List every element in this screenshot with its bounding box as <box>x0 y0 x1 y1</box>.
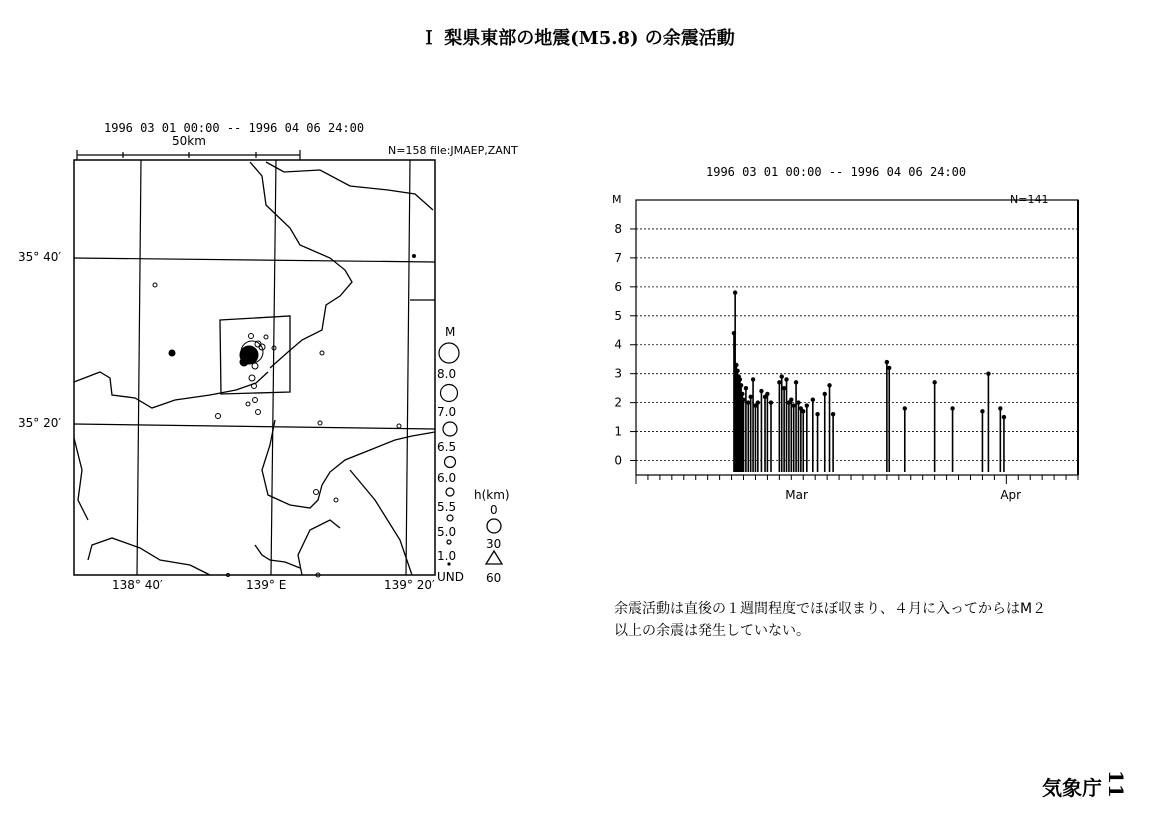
mag-symbol-8 <box>439 343 459 363</box>
y-tick-label: 6 <box>614 279 622 294</box>
event-marker <box>980 409 984 413</box>
mag-symbol-7 <box>441 385 458 402</box>
event-marker <box>777 380 781 384</box>
y-tick-label: 0 <box>614 453 622 468</box>
page-title: Ｉ 梨県東部の地震(M5.8) の余震活動 <box>420 28 735 49</box>
caption-text: 余震活動は直後の１週間程度でほぼ収まり、４月に入ってからはM２以上の余震は発生していない。 <box>614 601 1047 639</box>
page-number: 11 <box>1104 770 1128 798</box>
lon-label-139-20: 139° 20′ <box>384 578 435 592</box>
depth-legend-header: h(km) <box>474 488 510 502</box>
y-tick-label: 8 <box>614 221 622 236</box>
event-marker <box>831 412 835 416</box>
y-tick-label: 7 <box>614 250 622 265</box>
event-marker <box>998 406 1002 410</box>
mag-symbol-6 <box>445 457 456 468</box>
graticule <box>74 160 435 575</box>
mag-symbol-5-5 <box>446 488 454 496</box>
event-marker <box>986 371 990 375</box>
epicenter-markers <box>153 255 416 578</box>
depth-legend-30: 30 <box>486 537 502 551</box>
lat-label-35-20: 35° 20′ <box>18 416 62 430</box>
chart-title: 1996 03 01 00:00 -- 1996 04 06 24:00 <box>706 165 967 179</box>
agency-name: 気象庁 <box>1042 776 1102 800</box>
event-marker <box>765 392 769 396</box>
mag-legend-7: 7.0 <box>437 405 457 419</box>
event-marker <box>815 412 819 416</box>
mag-legend-5: 5.0 <box>437 525 457 539</box>
mag-legend-und: UND <box>437 570 464 584</box>
lat-label-35-40: 35° 40′ <box>18 250 62 264</box>
event-marker <box>780 374 784 378</box>
y-tick-label: 2 <box>614 395 622 410</box>
depth-symbol-60 <box>486 551 502 564</box>
event-marker <box>741 398 745 402</box>
event-marker <box>903 406 907 410</box>
event-marker <box>887 366 891 370</box>
mag-legend-header: M <box>445 325 456 339</box>
map-info: N=158 file:JMAEP,ZANT <box>388 144 518 157</box>
event-marker <box>746 400 750 404</box>
map-frame <box>74 160 435 575</box>
event-marker <box>791 403 795 407</box>
event-marker <box>796 400 800 404</box>
y-tick-label: 4 <box>614 337 622 352</box>
chart-ylabel: M <box>612 193 622 206</box>
magnitude-time-chart <box>614 200 1078 502</box>
depth-legend-60: 60 <box>486 571 502 585</box>
event-marker <box>801 409 805 413</box>
x-tick-label: Mar <box>785 488 808 502</box>
event-marker <box>805 403 809 407</box>
event-marker <box>885 360 889 364</box>
chart-frame <box>636 200 1078 475</box>
mag-symbol-5 <box>447 515 453 521</box>
y-tick-label: 5 <box>614 308 622 323</box>
event-marker <box>950 406 954 410</box>
epicenter-map <box>74 150 502 577</box>
map-period: 1996 03 01 00:00 -- 1996 04 06 24:00 <box>104 121 365 135</box>
event-marker <box>811 398 815 402</box>
mag-legend-6: 6.0 <box>437 471 457 485</box>
chart-count: N=141 <box>1010 193 1049 206</box>
mag-symbol-6-5 <box>443 422 457 436</box>
event-marker <box>784 377 788 381</box>
event-marker <box>789 398 793 402</box>
chart-x-ticks <box>636 475 1078 502</box>
lon-label-139: 139° E <box>246 578 287 592</box>
event-marker <box>738 377 742 381</box>
scale-label: 50km <box>172 134 206 148</box>
event-marker <box>740 392 744 396</box>
event-marker <box>823 392 827 396</box>
depth-legend-0: 0 <box>490 503 498 517</box>
event-marker <box>759 389 763 393</box>
mag-symbol-und <box>448 563 450 565</box>
depth-symbol-0 <box>487 519 501 533</box>
chart-grid <box>636 229 1078 461</box>
event-marker <box>751 377 755 381</box>
event-marker <box>733 290 737 294</box>
magnitude-legend-symbols <box>439 343 459 565</box>
mag-legend-8: 8.0 <box>437 367 457 381</box>
chart-y-ticks <box>614 222 636 468</box>
event-marker <box>756 400 760 404</box>
event-marker <box>1002 415 1006 419</box>
scale-bar <box>77 150 300 160</box>
mag-symbol-1 <box>447 540 451 544</box>
chart-events <box>732 290 1006 472</box>
y-tick-label: 1 <box>614 424 622 439</box>
event-marker <box>739 383 743 387</box>
mag-legend-1: 1.0 <box>437 549 457 563</box>
mag-legend-6-5: 6.5 <box>437 440 457 454</box>
event-marker <box>748 395 752 399</box>
mag-legend-5-5: 5.5 <box>437 500 457 514</box>
event-marker <box>744 386 748 390</box>
event-marker <box>827 383 831 387</box>
event-marker <box>782 386 786 390</box>
event-marker <box>769 400 773 404</box>
lon-label-138-40: 138° 40′ <box>112 578 163 592</box>
depth-legend-symbols <box>486 519 502 564</box>
x-tick-label: Apr <box>1000 488 1022 502</box>
event-marker <box>732 331 736 335</box>
event-marker <box>932 380 936 384</box>
event-marker <box>734 363 738 367</box>
event-marker <box>794 380 798 384</box>
y-tick-label: 3 <box>614 366 622 381</box>
event-marker <box>735 369 739 373</box>
